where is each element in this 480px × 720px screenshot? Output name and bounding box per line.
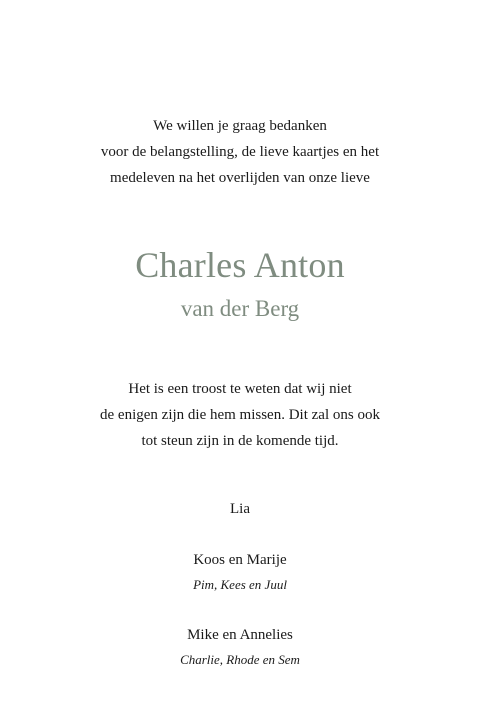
- deceased-first-name: Charles Anton: [135, 245, 345, 285]
- consolation-line: tot steun zijn in de komende tijd.: [141, 433, 339, 449]
- consolation-text: [0, 376, 480, 454]
- consolation-line: de enigen zijn die hem missen. Dit zal ons ook: [100, 407, 380, 423]
- intro-text: [0, 113, 480, 191]
- signer-name: Lia: [230, 501, 250, 517]
- signer-children: Charlie, Rhode en Sem: [180, 652, 300, 667]
- signer-children: Pim, Kees en Juul: [193, 577, 287, 592]
- deceased-last-name: van der Berg: [180, 296, 300, 321]
- intro-line: medeleven na het overlijden van onze lieve: [110, 170, 370, 186]
- intro-line: voor de belangstelling, de lieve kaartjes en het: [100, 144, 380, 160]
- signer-name: Mike en Annelies: [187, 627, 293, 643]
- signer-name: Koos en Marije: [193, 552, 287, 568]
- consolation-line: Het is een troost te weten dat wij niet: [128, 381, 352, 397]
- intro-line: We willen je graag bedanken: [153, 118, 327, 134]
